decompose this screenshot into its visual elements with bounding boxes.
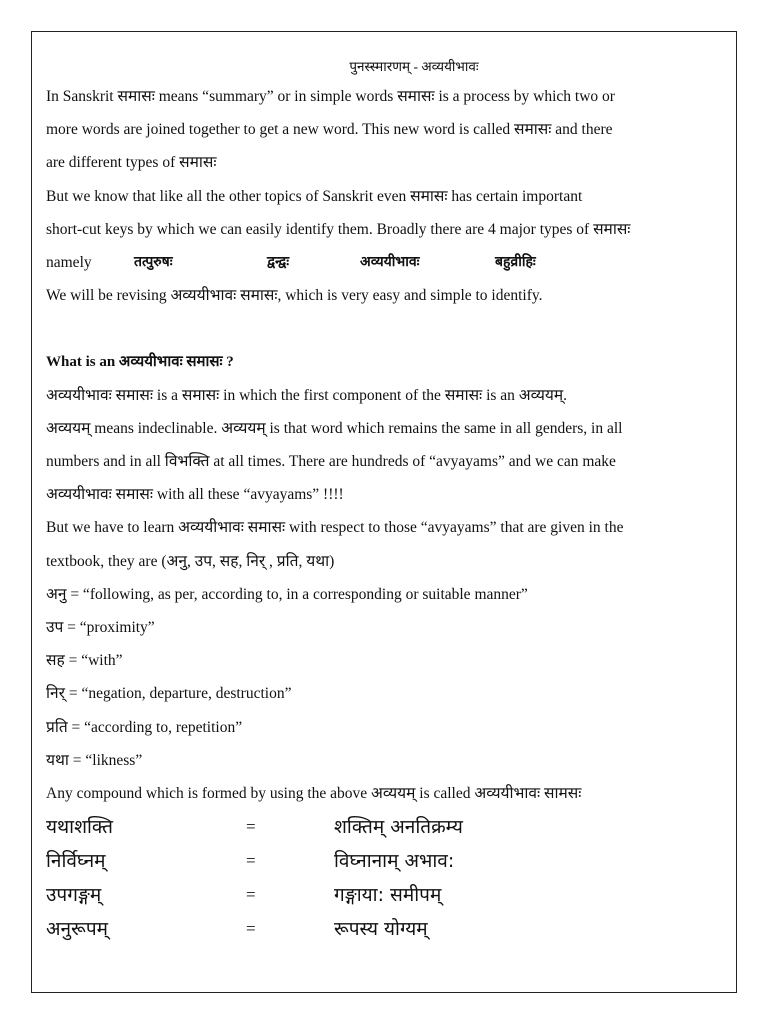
type-dvandva: द्वन्द्वः	[267, 254, 290, 270]
example-expansion: गङ्गाया: समीपम्	[334, 884, 442, 907]
example-compound: उपगङ्गम्	[46, 884, 102, 907]
intro-line-3: are different types of समासः	[46, 154, 217, 172]
example-row	[46, 844, 722, 878]
definition-prati: प्रति = “according to, repetition”	[46, 718, 243, 736]
spacer	[46, 312, 722, 345]
definition-saha: सह = “with”	[46, 652, 123, 670]
type-bahuvrihi: बहुव्रीहिः	[495, 254, 536, 270]
intro-line-4: But we know that like all the other topics of Sanskrit even समासः has certain important	[46, 187, 583, 205]
definition-anu: अनु = “following, as per, according to, in a corresponding or suitable manner”	[46, 585, 528, 603]
example-compound: यथाशक्ति	[46, 816, 113, 839]
revising-line: We will be revising अव्ययीभावः समासः, which is very easy and simple to identify.	[46, 287, 543, 305]
equals-sign: =	[246, 817, 256, 837]
samasa-types-row	[46, 246, 722, 279]
intro-line-1: In Sanskrit समासः means “summary” or in simple words समासः is a process by which two or	[46, 88, 615, 105]
example-row	[46, 912, 722, 946]
definition-nir: निर् = “negation, departure, destruction”	[46, 685, 292, 703]
page-title: पुनस्स्मारणम् - अव्ययीभावः	[349, 59, 479, 74]
type-tatpurusha: तत्पुरुषः	[134, 254, 173, 270]
body-line-1: अव्ययीभावः समासः is a समासः in which the first component of the समासः is an अव्ययम्.	[46, 386, 568, 404]
namely-label: namely	[46, 253, 92, 271]
document-body	[46, 54, 722, 946]
equals-sign: =	[246, 851, 256, 871]
body-line-6: textbook, they are (अनु, उप, सह, निर् , प्रति, यथा)	[46, 552, 335, 570]
example-row	[46, 810, 722, 844]
equals-sign: =	[246, 919, 256, 939]
body-line-2: अव्ययम् means indeclinable. अव्ययम् is that word which remains the same in all genders, in all	[46, 419, 623, 437]
type-avyayibhava: अव्ययीभावः	[360, 254, 420, 270]
example-compound: निर्विघ्नम्	[46, 850, 106, 873]
definition-yatha: यथा = “likness”	[46, 751, 143, 769]
example-row	[46, 878, 722, 912]
intro-line-2: more words are joined together to get a new word. This new word is called समासः and there	[46, 121, 613, 139]
intro-line-5: short-cut keys by which we can easily identify them. Broadly there are 4 major types of समासः	[46, 220, 631, 238]
section-heading: What is an अव्ययीभावः समासः ?	[46, 353, 234, 370]
body-line-5: But we have to learn अव्ययीभावः समासः with respect to those “avyayams” that are given in the	[46, 519, 624, 537]
example-expansion: शक्तिम् अनतिक्रम्य	[334, 816, 463, 839]
example-compound: अनुरूपम्	[46, 918, 108, 941]
example-expansion: रूपस्य योग्यम्	[334, 918, 428, 941]
body-line-4: अव्ययीभावः समासः with all these “avyayams” !!!!	[46, 486, 344, 504]
example-expansion: विघ्नानाम् अभाव:	[334, 850, 455, 873]
body-line-3: numbers and in all विभक्ति at all times. There are hundreds of “avyayams” and we can make	[46, 453, 616, 471]
equals-sign: =	[246, 885, 256, 905]
definition-upa: उप = “proximity”	[46, 619, 155, 636]
compound-rule-line: Any compound which is formed by using the above अव्ययम् is called अव्ययीभावः सामसः	[46, 784, 582, 802]
